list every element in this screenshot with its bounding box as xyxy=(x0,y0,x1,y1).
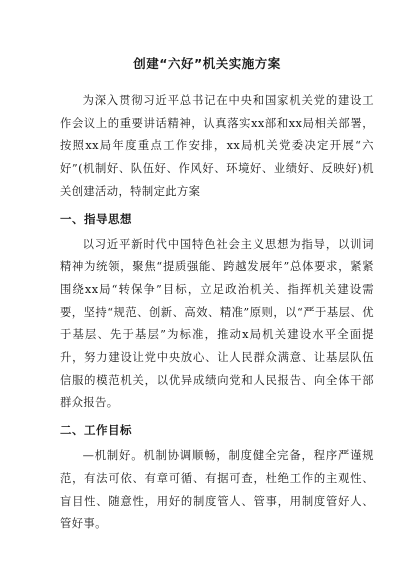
section-body-guiding-ideology: 以习近平新时代中国特色社会主义思想为指导，以训词精神为统领，聚焦“提质强能、跨越发展年”总体要求，紧紧围绕xx局“转保争”目标，立足政治机关、指挥机关建设需要，坚持“规范、创新、高效、精准”原则，以“严于基层、优于基层、先于基层”为标准，推动x局机关建设水平全面提升，努力建设让党中央放心、让人民群众满意、让基层队伍信服的模范机关，以优异成绩向党和人民报告、向全体干部群众报告。 xyxy=(60,237,374,410)
section-heading-guiding-ideology: 一、指导思想 xyxy=(60,211,132,226)
document-title: 创建“六好”机关实施方案 xyxy=(133,56,281,71)
section-heading-work-goals: 二、工作目标 xyxy=(60,423,132,438)
intro-paragraph: 为深入贯彻习近平总书记在中央和国家机关党的建设工作会议上的重要讲话精神，认真落实xx部和xx局相关部署，按照xx局年度重点工作安排，xx局机关党委决定开展“六好”(机制好、队伍好、作风好、环境好、业绩好、反映好)机关创建活动，特制定此方案 xyxy=(60,94,374,198)
section-body-work-goals: —机制好。机制协调顺畅，制度健全完备，程序严谨规范，有法可依、有章可循、有据可查，杜绝工作的主观性、盲目性、随意性，用好的制度管人、管事，用制度管好人、管好事。 xyxy=(60,449,374,531)
